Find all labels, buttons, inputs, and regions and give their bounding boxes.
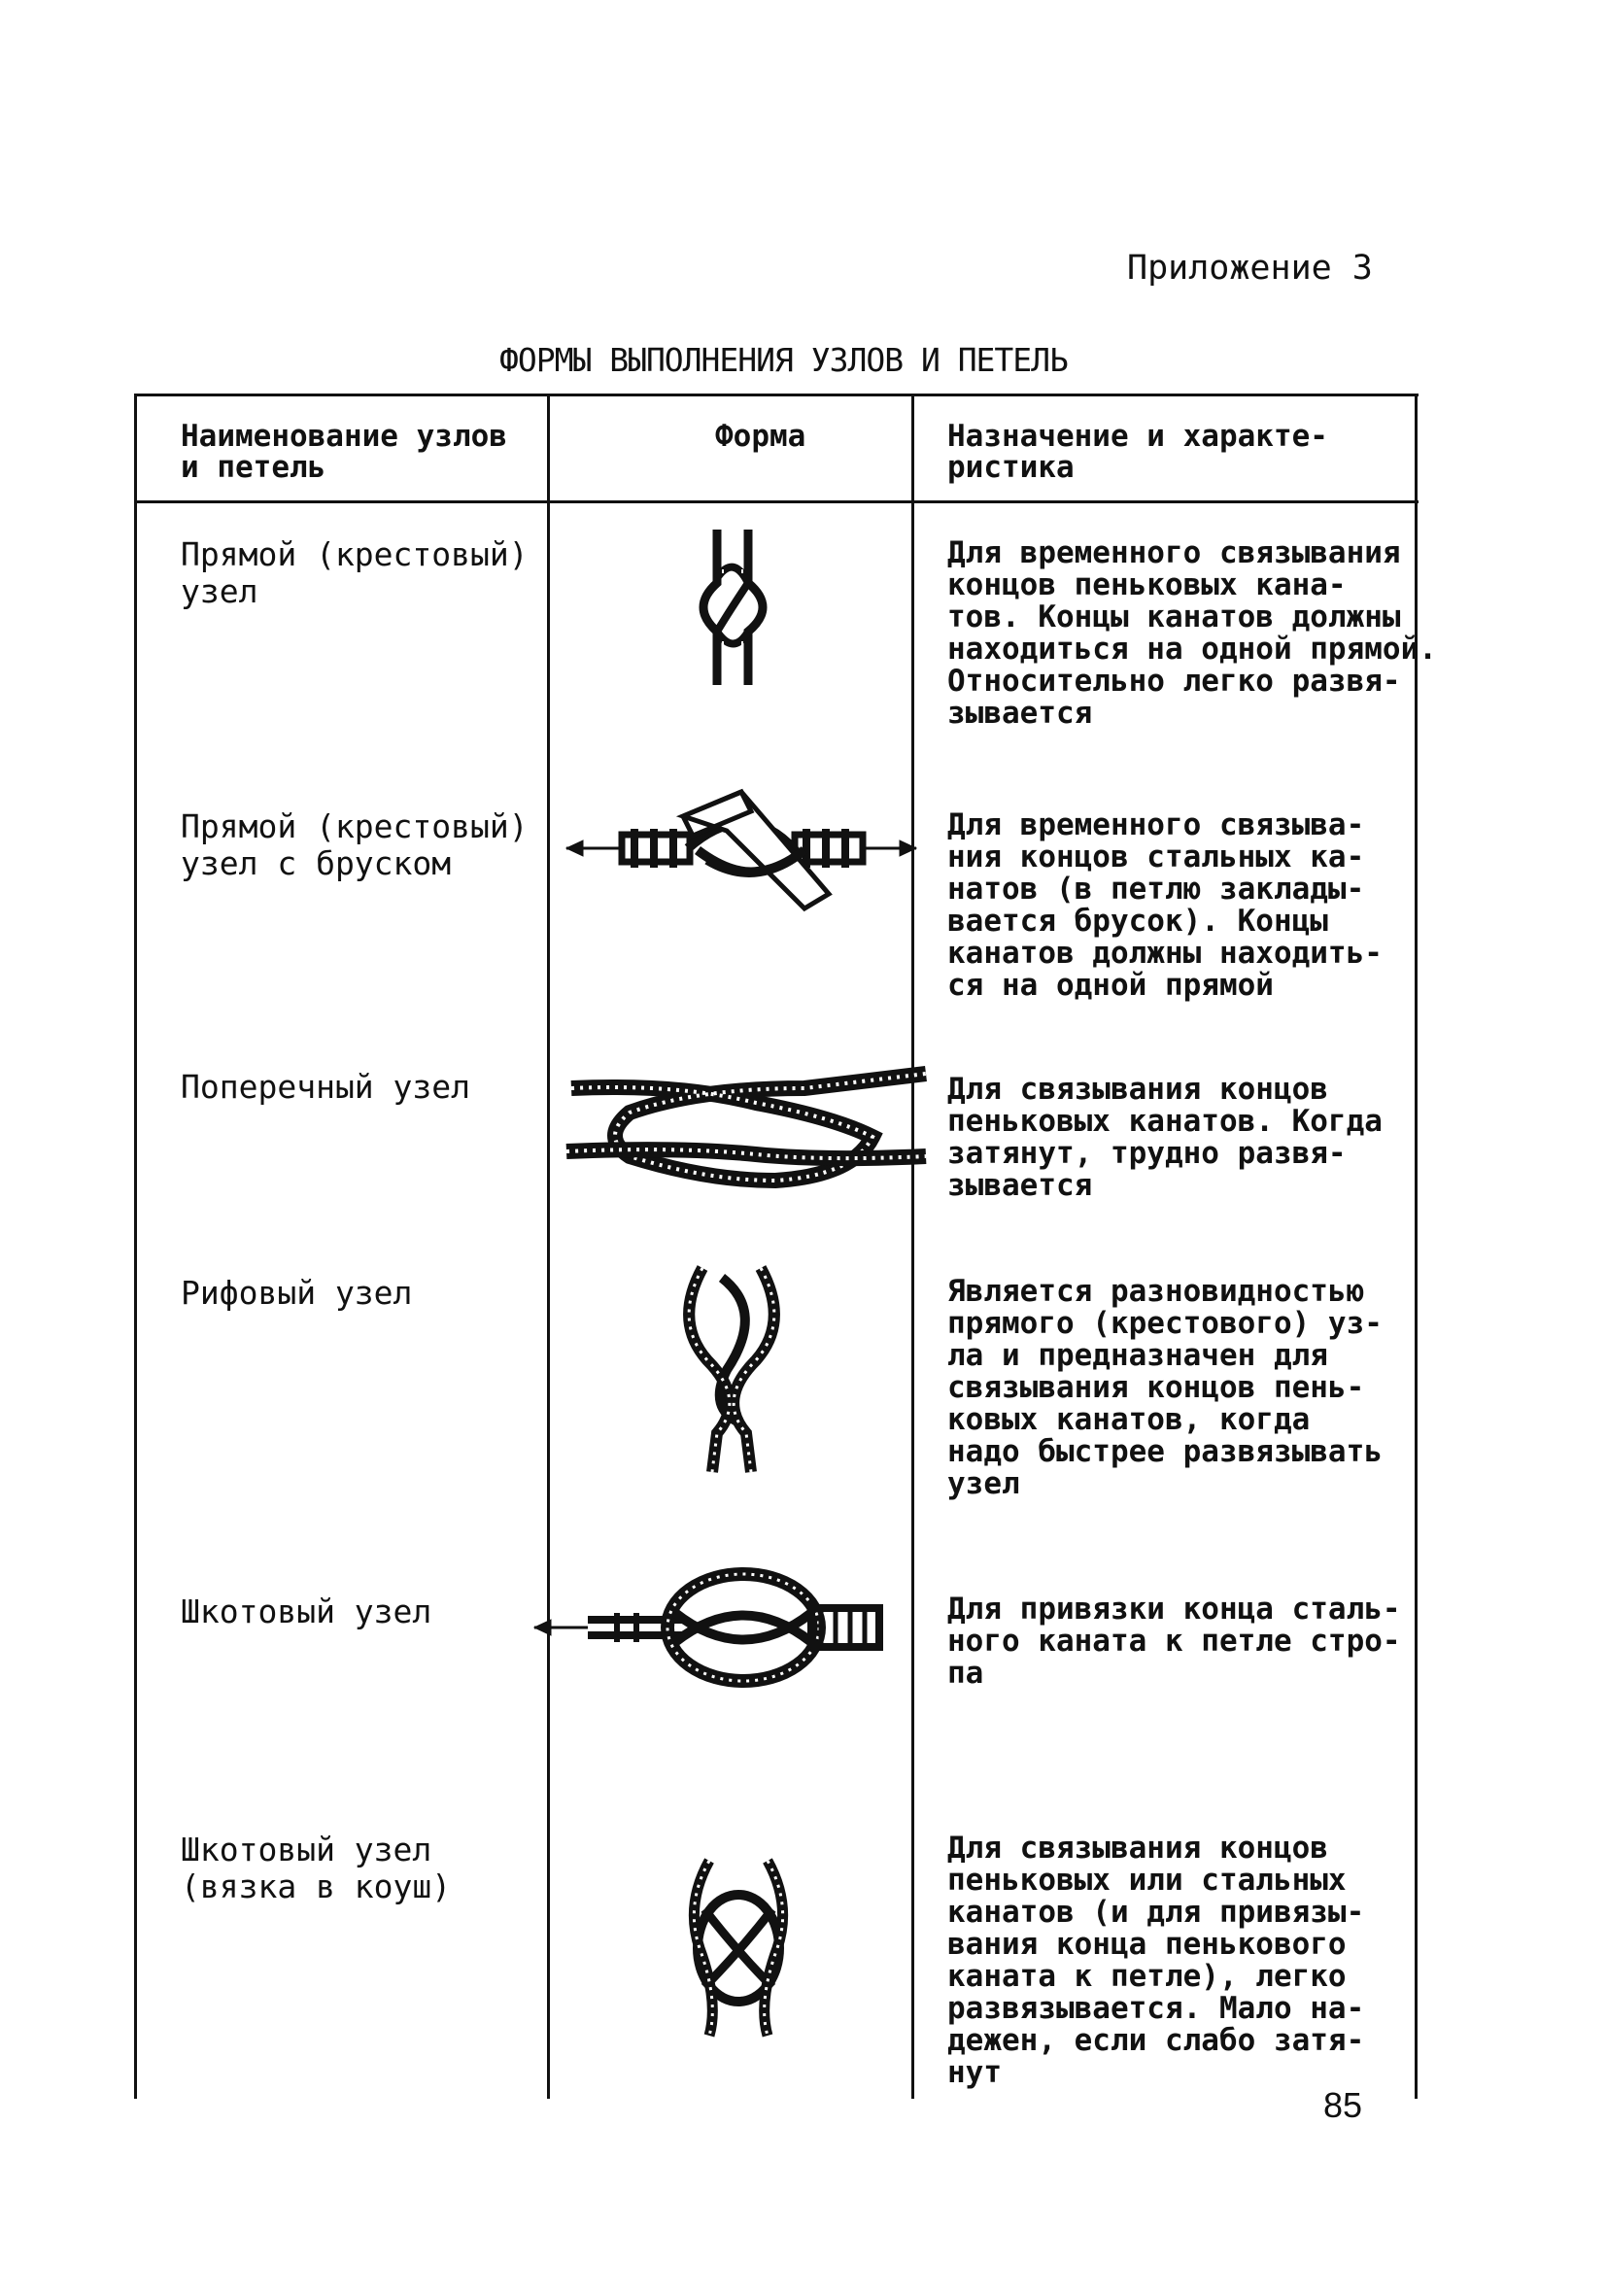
table-header-bottom-border xyxy=(134,500,1419,503)
square-knot-with-bar-icon xyxy=(562,782,921,918)
column-divider-2 xyxy=(911,394,914,2099)
row-1-description: Для временного связывания концов пеньковых кана- тов. Концы канатов должны находиться на одной прямой. Относительно легко развя- зывается xyxy=(947,535,1437,731)
row-6-description: Для связывания концов пеньковых или стальных канатов (и для привязы- вания конца пенькового каната к петле), легко развязывается. Мало на- дежен, если слабо затя- нут xyxy=(947,1831,1365,2090)
header-form: Форма xyxy=(715,419,806,454)
page-number: 85 xyxy=(1323,2085,1363,2125)
row-2-name: Прямой (крестовый) узел с бруском xyxy=(181,807,529,882)
reef-knot-icon xyxy=(668,1263,795,1477)
sheet-bend-thimble-icon xyxy=(680,1856,797,2040)
column-divider-1 xyxy=(547,394,550,2099)
row-1-name: Прямой (крестовый) узел xyxy=(181,535,529,610)
table-top-border xyxy=(134,394,1419,396)
row-5-name: Шкотовый узел xyxy=(181,1593,432,1630)
page-title: ФОРМЫ ВЫПОЛНЕНИЯ УЗЛОВ И ПЕТЕЛЬ xyxy=(499,341,1068,379)
cross-knot-icon xyxy=(562,1059,931,1195)
row-4-description: Является разновидностью прямого (крестового) уз- ла и предназначен для связывания концов пень- ковых канатов, когда надо быстрее развязывать узел xyxy=(947,1274,1383,1501)
sheet-bend-icon xyxy=(530,1559,899,1696)
row-3-name: Поперечный узел xyxy=(181,1068,471,1106)
header-name: Наименование узлов и петель xyxy=(181,419,507,485)
table-left-border xyxy=(134,394,137,2099)
row-4-name: Рифовый узел xyxy=(181,1274,413,1312)
header-purpose: Назначение и характе- ристика xyxy=(947,419,1328,485)
row-6-name: Шкотовый узел (вязка в коуш) xyxy=(181,1831,452,1905)
row-2-description: Для временного связыва- ния концов стальных ка- натов (в петлю заклады- вается брусок). Концы канатов должны находить- ся на одной прямой xyxy=(947,807,1383,1003)
appendix-label: Приложение 3 xyxy=(1127,249,1373,288)
square-knot-icon xyxy=(680,525,787,690)
row-3-description: Для связывания концов пеньковых канатов. Когда затянут, трудно развя- зывается xyxy=(947,1072,1383,1203)
row-5-description: Для привязки конца сталь- ного каната к петле стро- па xyxy=(947,1592,1401,1691)
